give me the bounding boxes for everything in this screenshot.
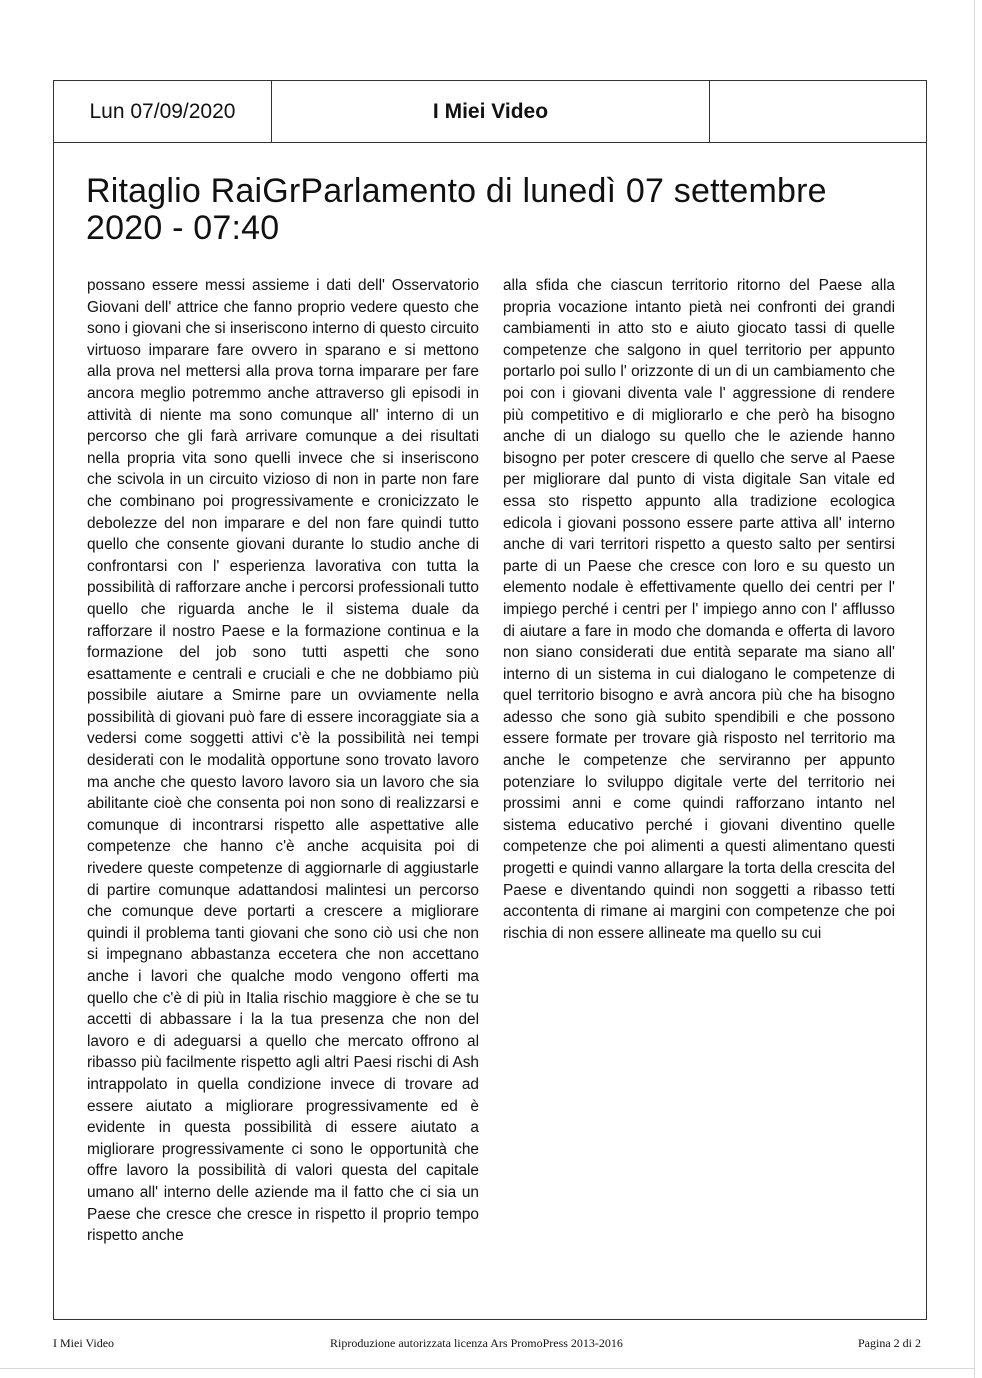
article-title: Ritaglio RaiGrParlamento di lunedì 07 settembre 2020 - 07:40 [86, 172, 827, 247]
header-date: Lun 07/09/2020 [54, 81, 272, 142]
header-source: I Miei Video [272, 81, 710, 142]
footer-license: Riproduzione autorizzata licenza Ars PromoPress 2013-2016 [330, 1336, 623, 1350]
footer-source: I Miei Video [53, 1336, 115, 1350]
article-column-right: alla sfida che ciascun territorio ritorno del Paese alla propria vocazione intanto pietà nei confronti dei grandi cambiamenti in atto sto e aiuto giocato tassi di quelle competenze che salgono in quel territorio per appunto portarlo poi sullo l' orizzonte di un di un cambiamento che poi con i giovani diventa vale l' aggressione di rendere più competitivo e di migliorarlo e che però ha bisogno anche di un dialogo su quello che le aziende hanno bisogno per poter crescere di quello che serve al Paese per migliorare dal punto di vista digitale San vitale ed essa sto rispetto appunto alla tradizione ecologica edicola i giovani possono essere parte attiva all' interno anche di vari territori rispetto a questo salto per sentirsi parte di un Paese che cresce con loro e su questo un elemento nodale è effettivamente quello dei centri per l' impiego perché i centri per l' impiego anno con l' afflusso di aiutare a fare in modo che domanda e offerta di lavoro non siano considerati due entità separate ma siano all' interno di un sistema in cui dialogano le competenze di quel territorio bisogno e avrà ancora più che ha bisogno adesso che sono già subito spendibili e che possono essere formate per trovare già risposto nel territorio ma anche le competenze che serviranno per appunto potenziare lo sviluppo digitale verte del territorio nei prossimi anni e come quindi rafforzano intanto nel sistema educativo perché i giovani diventino quelle competenze che poi alimenti a questi alimentano questi progetti e quindi vanno allargare la torta della crescita del Paese e diventando quindi non soggetti a ribasso tetti accontenta di rimane ai margini con competenze che poi rischia di non essere allineate ma quello su cui [503, 277, 895, 942]
article-column-left: possano essere messi assieme i dati dell' Osservatorio Giovani dell' attrice che fanno proprio vedere questo che sono i giovani che si inseriscono interno di questo circuito virtuoso imparare fare ovvero in sparano e si mettono alla prova nel mettersi alla prova torna imparare per fare ancora meglio potremmo anche attraverso gli episodi in attività di niente ma sono comunque all' interno di un percorso che gli farà arrivare comunque a dei risultati nella propria vita sono quelli invece che si inseriscono che scivola in un circuito vizioso di non in parte non fare che combinano poi progressivamente e cronicizzato le debolezze del non imparare e del non fare quindi tutto quello che consente giovani durante lo studio anche di confrontarsi con l' esperienza lavorativa con tutta la possibilità di rafforzare anche i percorsi professionali tutto quello che riguarda anche le il sistema duale da rafforzare il nostro Paese e la formazione continua e la formazione del job sono tutti aspetti che sono esattamente e centrali e cruciali e che ne dobbiamo più possibile aiutare a Smirne pare un ovviamente nella possibilità di giovani può fare di essere incoraggiate sia a vedersi come soggetti attivi c'è la possibilità nei tempi desiderati con le modalità opportune sono trovato lavoro ma anche che questo lavoro lavoro sia un lavoro che sia abilitante cioè che consenta poi non sono di realizzarsi e comunque di incontrarsi rispetto alle aspettative alle competenze che hanno c'è anche acquisita poi di rivedere queste competenze di aggiornarle di aggiustarle di partire comunque adattandosi malintesi un percorso che comunque deve portarti a crescere a migliorare quindi il problema tanti giovani che sono ciò usi che non si impegnano abbastanza eccetera che non accettano anche i lavori che qualche modo vengono offerti ma quello che c'è di più in Italia rischio maggiore è che se tu accetti di abbassare i la la tua presenza che non del lavoro e di adeguarsi a quello che mercato offrono al ribasso più facilmente rispetto agli altri Paesi rischi di Ash intrappolato in quella condizione invece di trovare ad essere aiutato a migliorare progressivamente ed è evidente in questa possibilità di essere aiutato a migliorare progressivamente ci sono le opportunità che offre lavoro la possibilità di valori questa del capitale umano all' interno delle aziende ma il fatto che ci sia un Paese che cresce che cresce in rispetto il proprio tempo rispetto anche [87, 277, 479, 1245]
header-row [54, 81, 926, 143]
article-frame [53, 80, 927, 1320]
footer-page-number: Pagina 2 di 2 [858, 1336, 921, 1350]
page-edge [974, 0, 975, 1378]
header-empty-cell [710, 81, 926, 142]
page-edge [0, 1368, 975, 1369]
